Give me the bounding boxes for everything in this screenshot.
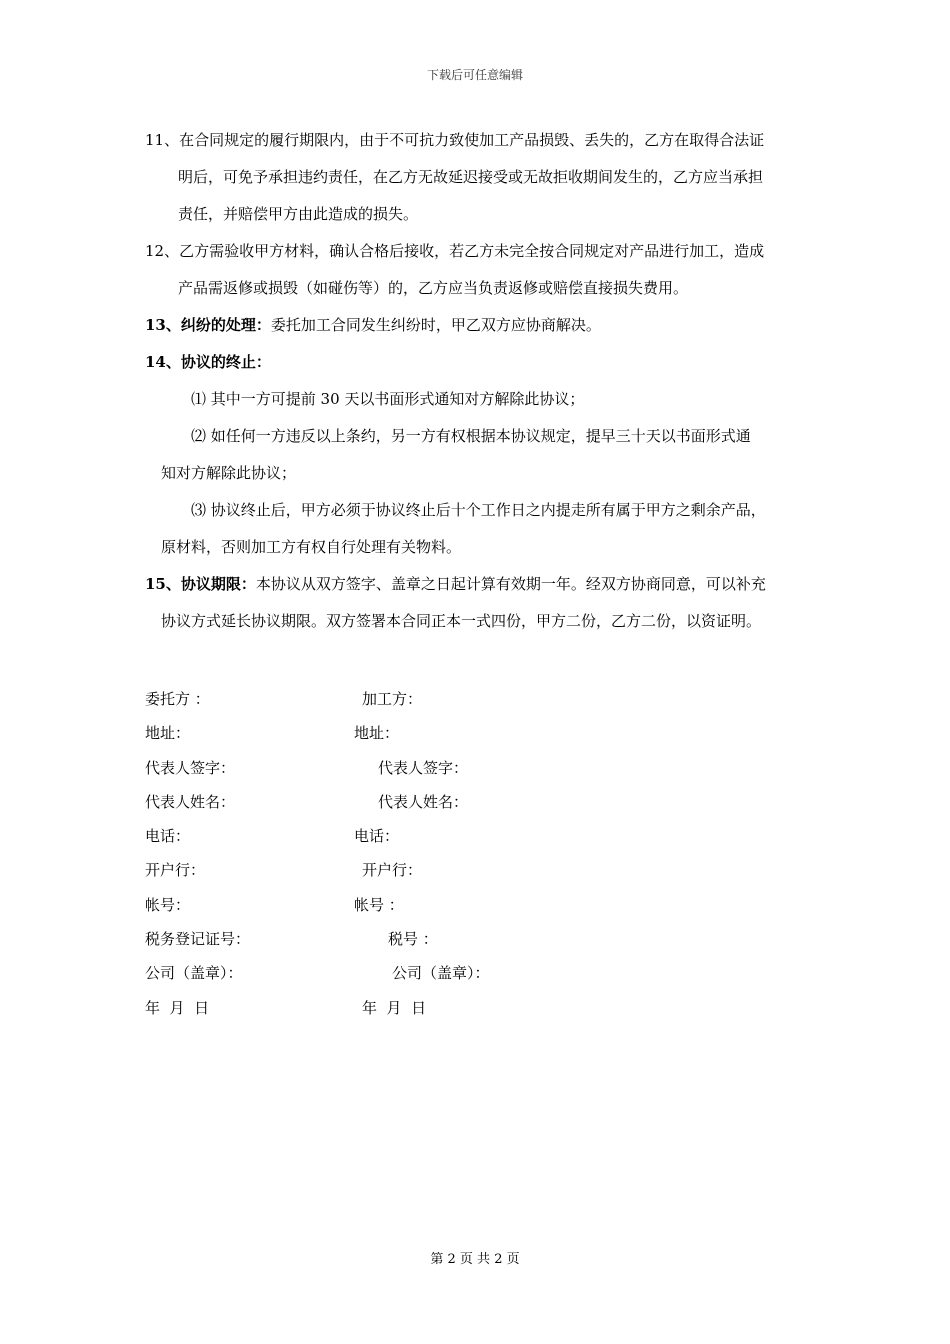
clause-12-line-1 xyxy=(145,233,845,270)
page-header: 下载后可任意编辑 xyxy=(426,68,523,82)
clause-14 xyxy=(145,344,845,566)
signature-row xyxy=(145,956,645,990)
processor-rep-signature-label: 代表人签字： xyxy=(378,758,469,777)
clause-14-item-3-line-2: 原材料，否则加工方有权自行处理有关物料。 xyxy=(161,538,462,556)
clause-14-number: 14、 xyxy=(145,353,181,371)
signature-row xyxy=(145,888,645,922)
clause-14-item-2-line-1: ⑵ 如任何一方违反以上条约，另一方有权根据本协议规定，提早三十天以书面形式通 xyxy=(191,427,751,445)
clause-13-title: 纠纷的处理： xyxy=(180,316,271,334)
clause-15-line-1 xyxy=(145,566,845,603)
client-rep-signature-label: 代表人签字： xyxy=(145,758,236,777)
client-company-seal-label: 公司（盖章）： xyxy=(145,964,243,983)
clause-12-number: 12、 xyxy=(145,242,180,260)
clause-13-text: 委托加工合同发生纠纷时，甲乙双方应协商解决。 xyxy=(270,316,601,334)
clause-11 xyxy=(145,122,845,233)
client-date-label: 年 月 日 xyxy=(145,998,210,1017)
clause-15-text-1: 本协议从双方签字、盖章之日起计算有效期一年。经双方协商同意，可以补充 xyxy=(255,575,766,593)
clause-13 xyxy=(145,307,845,344)
signature-row xyxy=(145,716,645,750)
processor-account-label: 帐号 ： xyxy=(354,895,404,914)
processor-company-seal-label: 公司（盖章）： xyxy=(392,964,490,983)
processor-tax-number-label: 税号 ： xyxy=(388,930,438,949)
client-rep-name-label: 代表人姓名： xyxy=(145,792,236,811)
clause-13-line-1 xyxy=(145,307,845,344)
page-footer: 第 2 页 共 2 页 xyxy=(430,1252,520,1267)
processor-bank-label: 开户行： xyxy=(362,861,423,880)
signature-row xyxy=(145,785,645,819)
clause-14-item-1: ⑴ 其中一方可提前 30 天以书面形式通知对方解除此协议； xyxy=(191,390,585,408)
client-address-label: 地址： xyxy=(145,724,191,743)
contract-body xyxy=(145,122,845,640)
clause-15 xyxy=(145,566,845,640)
processor-address-label: 地址： xyxy=(354,724,400,743)
processor-date-label: 年 月 日 xyxy=(362,998,427,1017)
clause-12-text-1: 乙方需验收甲方材料，确认合格后接收，若乙方未完全按合同规定对产品进行加工，造成 xyxy=(179,242,765,260)
clause-14-heading xyxy=(145,344,845,381)
client-bank-label: 开户行： xyxy=(145,861,206,880)
client-account-label: 帐号： xyxy=(145,895,191,914)
signature-row xyxy=(145,853,645,887)
processor-party-label: 加工方： xyxy=(362,690,423,708)
clause-11-number: 11、 xyxy=(145,131,180,149)
clause-11-text-1: 在合同规定的履行期限内，由于不可抗力致使加工产品损毁、丢失的，乙方在取得合法证 xyxy=(179,131,765,149)
clause-11-line-1 xyxy=(145,122,845,159)
client-tax-registration-label: 税务登记证号： xyxy=(145,930,251,949)
signature-row xyxy=(145,751,645,785)
clause-15-title: 协议期限： xyxy=(180,575,256,593)
clause-11-line-3: 责任，并赔偿甲方由此造成的损失。 xyxy=(178,205,419,223)
clause-14-item-3-line-1: ⑶ 协议终止后，甲方必须于协议终止后十个工作日之内提走所有属于甲方之剩余产品， xyxy=(191,501,766,519)
clause-12 xyxy=(145,233,845,307)
clause-14-item-2-line-2: 知对方解除此协议； xyxy=(161,464,297,482)
clause-15-line-2: 协议方式延长协议期限。双方签署本合同正本一式四份，甲方二份，乙方二份，以资证明。 xyxy=(161,612,762,630)
processor-phone-label: 电话： xyxy=(354,827,400,846)
client-phone-label: 电话： xyxy=(145,827,191,846)
clause-13-number: 13、 xyxy=(145,316,181,334)
signature-block xyxy=(145,682,645,1025)
clause-14-title: 协议的终止： xyxy=(180,353,271,371)
signature-row xyxy=(145,819,645,853)
clause-12-line-2: 产品需返修或损毁（如碰伤等）的，乙方应当负责返修或赔偿直接损失费用。 xyxy=(178,279,689,297)
clause-11-line-2: 明后，可免予承担违约责任，在乙方无故延迟接受或无故拒收期间发生的，乙方应当承担 xyxy=(178,168,764,186)
client-party-label: 委托方 ： xyxy=(145,690,210,708)
signature-row xyxy=(145,922,645,956)
signature-row xyxy=(145,682,645,716)
processor-rep-name-label: 代表人姓名： xyxy=(378,792,469,811)
clause-15-number: 15、 xyxy=(145,575,181,593)
signature-row xyxy=(145,991,645,1025)
